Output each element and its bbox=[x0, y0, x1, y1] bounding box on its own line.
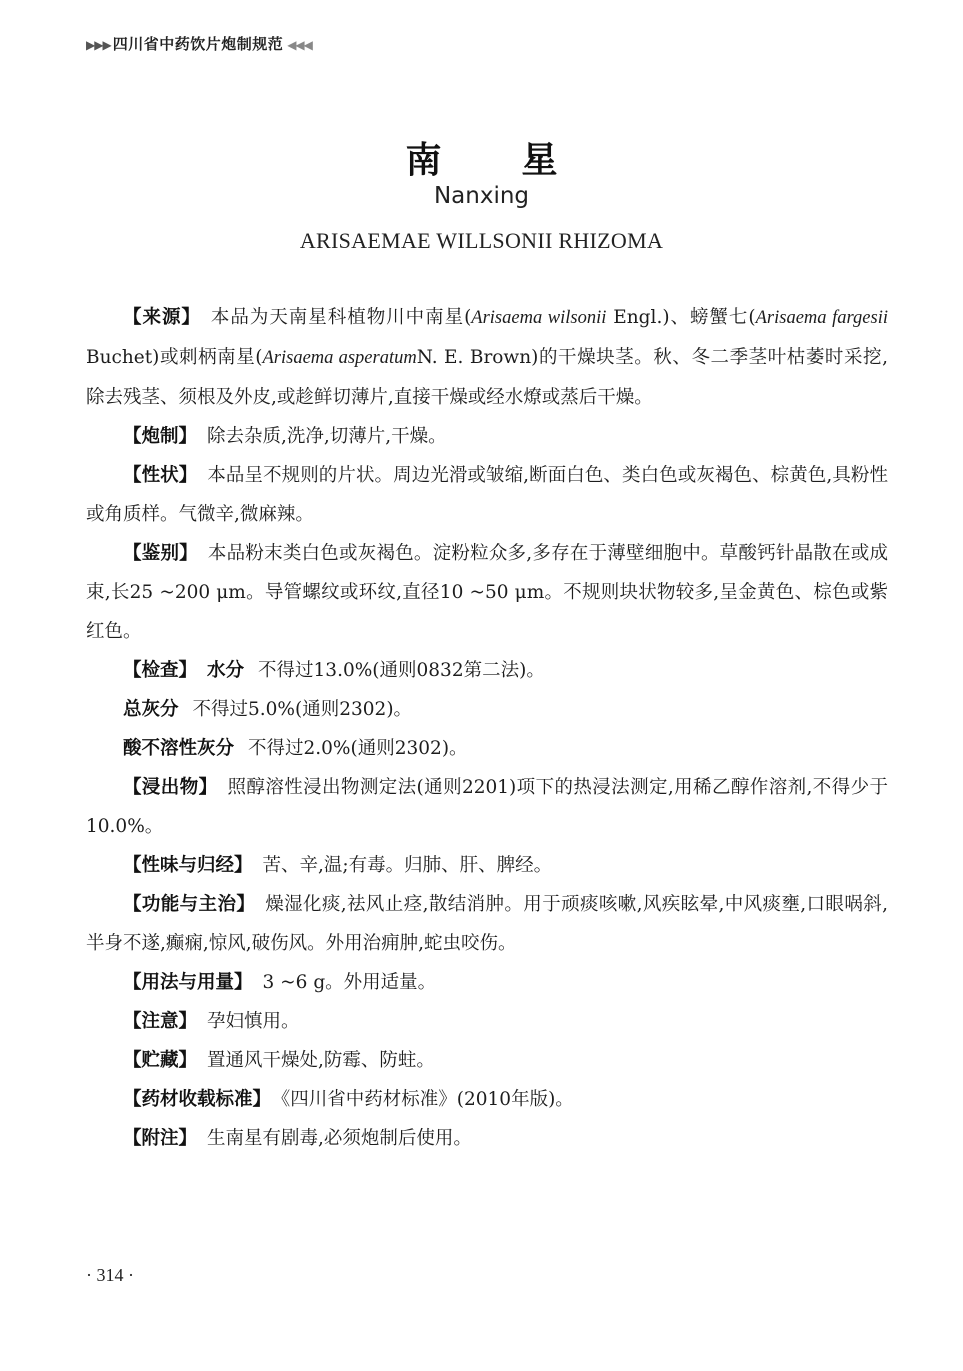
section-usage: 【用法与用量】 3 ~6 g。外用适量。 bbox=[123, 972, 437, 993]
section-nature: 【性味与归经】 苦、辛,温;有毒。归肺、肝、脾经。 bbox=[123, 855, 553, 876]
species-name: Arisaema asperatum bbox=[262, 348, 417, 368]
page-number: · 314 · bbox=[86, 1265, 134, 1285]
section-standard: 【药材收载标准】 《四川省中药材标准》(2010年版)。 bbox=[123, 1089, 574, 1110]
section-note: 【附注】 生南星有剧毒,必须炮制后使用。 bbox=[123, 1128, 472, 1149]
section-label: 【附注】 bbox=[123, 1128, 198, 1149]
section-label: 【用法与用量】 bbox=[123, 972, 253, 993]
header-title: 四川省中药饮片炮制规范 bbox=[112, 35, 284, 53]
running-header bbox=[86, 33, 312, 54]
subsection-label: 总灰分 bbox=[123, 699, 179, 720]
section-label: 【炮制】 bbox=[123, 426, 198, 447]
section-label: 【性状】 bbox=[123, 465, 198, 486]
section-inspection-total-ash: 总灰分 不得过5.0%(通则2302)。 bbox=[123, 699, 413, 720]
section-label: 【鉴别】 bbox=[123, 543, 198, 564]
section-label: 【浸出物】 bbox=[123, 777, 218, 798]
monograph-title: 南星 bbox=[405, 139, 638, 181]
arrow-right-icons: ▶▶▶ bbox=[86, 38, 111, 52]
pinyin-name: Nanxing bbox=[433, 183, 530, 209]
section-inspection-moisture: 【检查】 水分 不得过13.0%(通则0832第二法)。 bbox=[123, 660, 545, 681]
section-function: 【功能与主治】 燥湿化痰,祛风止痉,散结消肿。用于顽痰咳嗽,风疾眩晕,中风痰壅,口眼㖞斜,半身不遂,癫痫,惊风,破伤风。外用治痈肿,蛇虫咬伤。 bbox=[86, 894, 888, 954]
section-processing: 【炮制】 除去杂质,洗净,切薄片,干燥。 bbox=[123, 426, 447, 447]
monograph-body bbox=[86, 298, 888, 1158]
species-name: Arisaema fargesii bbox=[755, 308, 888, 328]
section-label: 【贮藏】 bbox=[123, 1050, 198, 1071]
section-label: 【注意】 bbox=[123, 1011, 198, 1032]
section-label: 【性味与归经】 bbox=[123, 855, 253, 876]
section-label: 【来源】 bbox=[123, 307, 201, 328]
section-caution: 【注意】 孕妇慎用。 bbox=[123, 1011, 300, 1032]
species-name: Arisaema wilsonii bbox=[471, 308, 607, 328]
section-identification: 【鉴别】 本品粉末类白色或灰褐色。淀粉粒众多,多存在于薄壁细胞中。草酸钙针晶散在或成束,长25 ~200 μm。导管螺纹或环纹,直径10 ~50 μm。不规则块状物较多,呈金黄色、棕色或紫红色。 bbox=[86, 543, 888, 642]
section-storage: 【贮藏】 置通风干燥处,防霉、防蛀。 bbox=[123, 1050, 435, 1071]
section-source: 【来源】 本品为天南星科植物川中南星(Arisaema wilsonii Engl.)、螃蟹七(Arisaema fargesii Buchet)或刺柄南星(Arisaema asperatumN. E. Brown)的干燥块茎。秋、冬二季茎叶枯萎时采挖,除去残茎、须根及外皮,或趁鲜切薄片,直接干燥或经水燎或蒸后干燥。 bbox=[86, 307, 888, 408]
latin-name: ARISAEMAE WILLSONII RHIZOMA bbox=[299, 228, 664, 253]
section-label: 【功能与主治】 bbox=[123, 894, 256, 915]
subsection-label: 水分 bbox=[207, 660, 245, 681]
section-label: 【检查】 bbox=[123, 660, 198, 681]
section-label: 【药材收载标准】 bbox=[123, 1089, 272, 1110]
subsection-label: 酸不溶性灰分 bbox=[123, 738, 235, 759]
section-extract: 【浸出物】 照醇溶性浸出物测定法(通则2201)项下的热浸法测定,用稀乙醇作溶剂,不得少于10.0%。 bbox=[86, 777, 888, 837]
arrow-left-icons: ◀◀◀ bbox=[287, 38, 312, 52]
section-description: 【性状】 本品呈不规则的片状。周边光滑或皱缩,断面白色、类白色或灰褐色、棕黄色,具粉性或角质样。气微辛,微麻辣。 bbox=[86, 465, 888, 525]
section-inspection-acid-ash: 酸不溶性灰分 不得过2.0%(通则2302)。 bbox=[123, 738, 468, 759]
